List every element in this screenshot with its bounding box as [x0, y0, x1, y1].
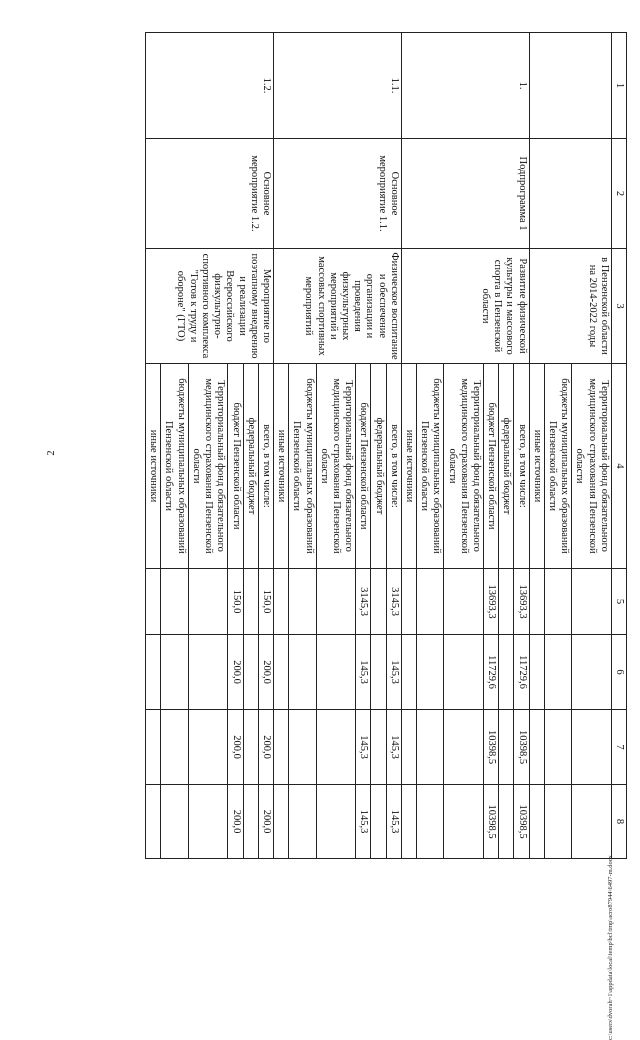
- source-cell: всего, в том числе:: [258, 364, 273, 569]
- value-cell: [572, 785, 612, 859]
- value-cell: [289, 569, 316, 635]
- column-header: 6: [611, 635, 626, 710]
- row-number-cell: [529, 33, 611, 139]
- source-cell: бюджеты муниципальных образований Пензенской области: [161, 364, 188, 569]
- value-cell: [544, 710, 571, 785]
- value-cell: [572, 569, 612, 635]
- value-cell: 145,3: [386, 635, 401, 710]
- source-cell: бюджет Пензенской области: [228, 364, 243, 569]
- row-number-cell: 1.1.: [273, 33, 401, 139]
- value-cell: 200,0: [228, 785, 243, 859]
- value-cell: [371, 635, 386, 710]
- value-cell: [316, 635, 356, 710]
- value-cell: [161, 569, 188, 635]
- value-cell: [243, 635, 258, 710]
- program-cell: Подпрограмма 1: [401, 139, 529, 249]
- column-header: 8: [611, 785, 626, 859]
- value-cell: 10398,5: [483, 785, 498, 859]
- value-cell: [401, 569, 416, 635]
- program-cell: [529, 139, 611, 249]
- source-cell: бюджет Пензенской области: [356, 364, 371, 569]
- value-cell: [416, 785, 443, 859]
- source-cell: иные источники: [529, 364, 544, 569]
- value-cell: [273, 569, 288, 635]
- value-cell: 150,0: [258, 569, 273, 635]
- value-cell: [416, 710, 443, 785]
- value-cell: [444, 785, 484, 859]
- column-header: 3: [611, 249, 626, 364]
- value-cell: 200,0: [258, 710, 273, 785]
- value-cell: [444, 569, 484, 635]
- value-cell: [529, 710, 544, 785]
- value-cell: [146, 785, 161, 859]
- program-cell: Основное мероприятие 1.1.: [273, 139, 401, 249]
- value-cell: [499, 710, 514, 785]
- value-cell: [529, 635, 544, 710]
- value-cell: [572, 710, 612, 785]
- value-cell: [499, 635, 514, 710]
- row-number-cell: 1.2.: [146, 33, 274, 139]
- value-cell: 10398,5: [483, 710, 498, 785]
- source-cell: Территориальный фонд обязательного медицинского страхования Пензенской области: [188, 364, 228, 569]
- program-title-cell: в Пензенской области на 2014-2022 годы: [529, 249, 611, 364]
- value-cell: [499, 569, 514, 635]
- value-cell: [188, 710, 228, 785]
- value-cell: [371, 785, 386, 859]
- source-cell: федеральный бюджет: [499, 364, 514, 569]
- value-cell: [444, 710, 484, 785]
- column-header: 2: [611, 139, 626, 249]
- source-cell: бюджеты муниципальных образований Пензенской области: [289, 364, 316, 569]
- column-header: 1: [611, 33, 626, 139]
- source-cell: иные источники: [146, 364, 161, 569]
- value-cell: [401, 710, 416, 785]
- value-cell: 10398,5: [514, 785, 529, 859]
- value-cell: [273, 785, 288, 859]
- value-cell: [371, 710, 386, 785]
- value-cell: [161, 785, 188, 859]
- page-number: 2: [46, 450, 57, 456]
- source-cell: всего, в том числе:: [514, 364, 529, 569]
- value-cell: [544, 569, 571, 635]
- value-cell: 200,0: [258, 635, 273, 710]
- column-header: 7: [611, 710, 626, 785]
- value-cell: [161, 710, 188, 785]
- value-cell: [529, 785, 544, 859]
- program-title-cell: Мероприятие по поэтапному внедрению и реализации Всероссийского физкультурно-спортивного комплекса "Готов к труду и обороне" (ГТО): [146, 249, 274, 364]
- value-cell: [316, 785, 356, 859]
- program-title-cell: Развитие физической культуры и массового спорта в Пензенской области: [401, 249, 529, 364]
- value-cell: [499, 785, 514, 859]
- source-cell: бюджеты муниципальных образований Пензенской области: [416, 364, 443, 569]
- source-cell: федеральный бюджет: [243, 364, 258, 569]
- value-cell: [544, 635, 571, 710]
- value-cell: 13693,3: [514, 569, 529, 635]
- source-cell: всего, в том числе:: [386, 364, 401, 569]
- value-cell: [146, 710, 161, 785]
- value-cell: [188, 569, 228, 635]
- value-cell: [401, 785, 416, 859]
- value-cell: [529, 569, 544, 635]
- column-header: 4: [611, 364, 626, 569]
- row-number-cell: 1.: [401, 33, 529, 139]
- value-cell: 200,0: [258, 785, 273, 859]
- source-cell: бюджеты муниципальных образований Пензенской области: [544, 364, 571, 569]
- value-cell: [273, 710, 288, 785]
- value-cell: [273, 635, 288, 710]
- value-cell: [416, 635, 443, 710]
- value-cell: [289, 710, 316, 785]
- value-cell: [243, 569, 258, 635]
- value-cell: 3145,3: [386, 569, 401, 635]
- table-row: [258, 33, 273, 859]
- value-cell: [316, 710, 356, 785]
- value-cell: [161, 635, 188, 710]
- program-title-cell: Физическое воспитание и обеспечение организации и проведения физкультурных мероприятий и массовых спортивных мероприятий: [273, 249, 401, 364]
- value-cell: 200,0: [228, 710, 243, 785]
- table-row: [572, 33, 612, 859]
- value-cell: [243, 710, 258, 785]
- value-cell: 11729,6: [514, 635, 529, 710]
- source-cell: иные источники: [273, 364, 288, 569]
- source-cell: федеральный бюджет: [371, 364, 386, 569]
- value-cell: [188, 785, 228, 859]
- value-cell: 11729,6: [483, 635, 498, 710]
- source-cell: бюджет Пензенской области: [483, 364, 498, 569]
- value-cell: [371, 569, 386, 635]
- value-cell: 145,3: [386, 710, 401, 785]
- value-cell: [243, 785, 258, 859]
- value-cell: [572, 635, 612, 710]
- value-cell: 145,3: [356, 710, 371, 785]
- value-cell: [401, 635, 416, 710]
- value-cell: 145,3: [386, 785, 401, 859]
- source-cell: Территориальный фонд обязательного медицинского страхования Пензенской области: [444, 364, 484, 569]
- value-cell: [146, 569, 161, 635]
- value-cell: 145,3: [356, 635, 371, 710]
- rotated-table-sheet: [67, 32, 627, 858]
- value-cell: 13693,3: [483, 569, 498, 635]
- value-cell: [416, 569, 443, 635]
- funding-table: [145, 32, 627, 859]
- table-row: [514, 33, 529, 859]
- value-cell: [316, 569, 356, 635]
- value-cell: [188, 635, 228, 710]
- value-cell: [146, 635, 161, 710]
- footer-file-path: c:\users\dvorah~1\appdata\local\temp\bcl\tmp\acro87944\6497-m.docx: [607, 855, 614, 1040]
- value-cell: [289, 635, 316, 710]
- value-cell: 3145,3: [356, 569, 371, 635]
- source-cell: Территориальный фонд обязательного медицинского страхования Пензенской области: [316, 364, 356, 569]
- value-cell: 10398,5: [514, 710, 529, 785]
- source-cell: иные источники: [401, 364, 416, 569]
- value-cell: [544, 785, 571, 859]
- value-cell: 150,0: [228, 569, 243, 635]
- column-header: 5: [611, 569, 626, 635]
- source-cell: Территориальный фонд обязательного медицинского страхования Пензенской области: [572, 364, 612, 569]
- value-cell: [289, 785, 316, 859]
- table-row: [386, 33, 401, 859]
- value-cell: 200,0: [228, 635, 243, 710]
- value-cell: [444, 635, 484, 710]
- value-cell: 145,3: [356, 785, 371, 859]
- program-cell: Основное мероприятие 1.2.: [146, 139, 274, 249]
